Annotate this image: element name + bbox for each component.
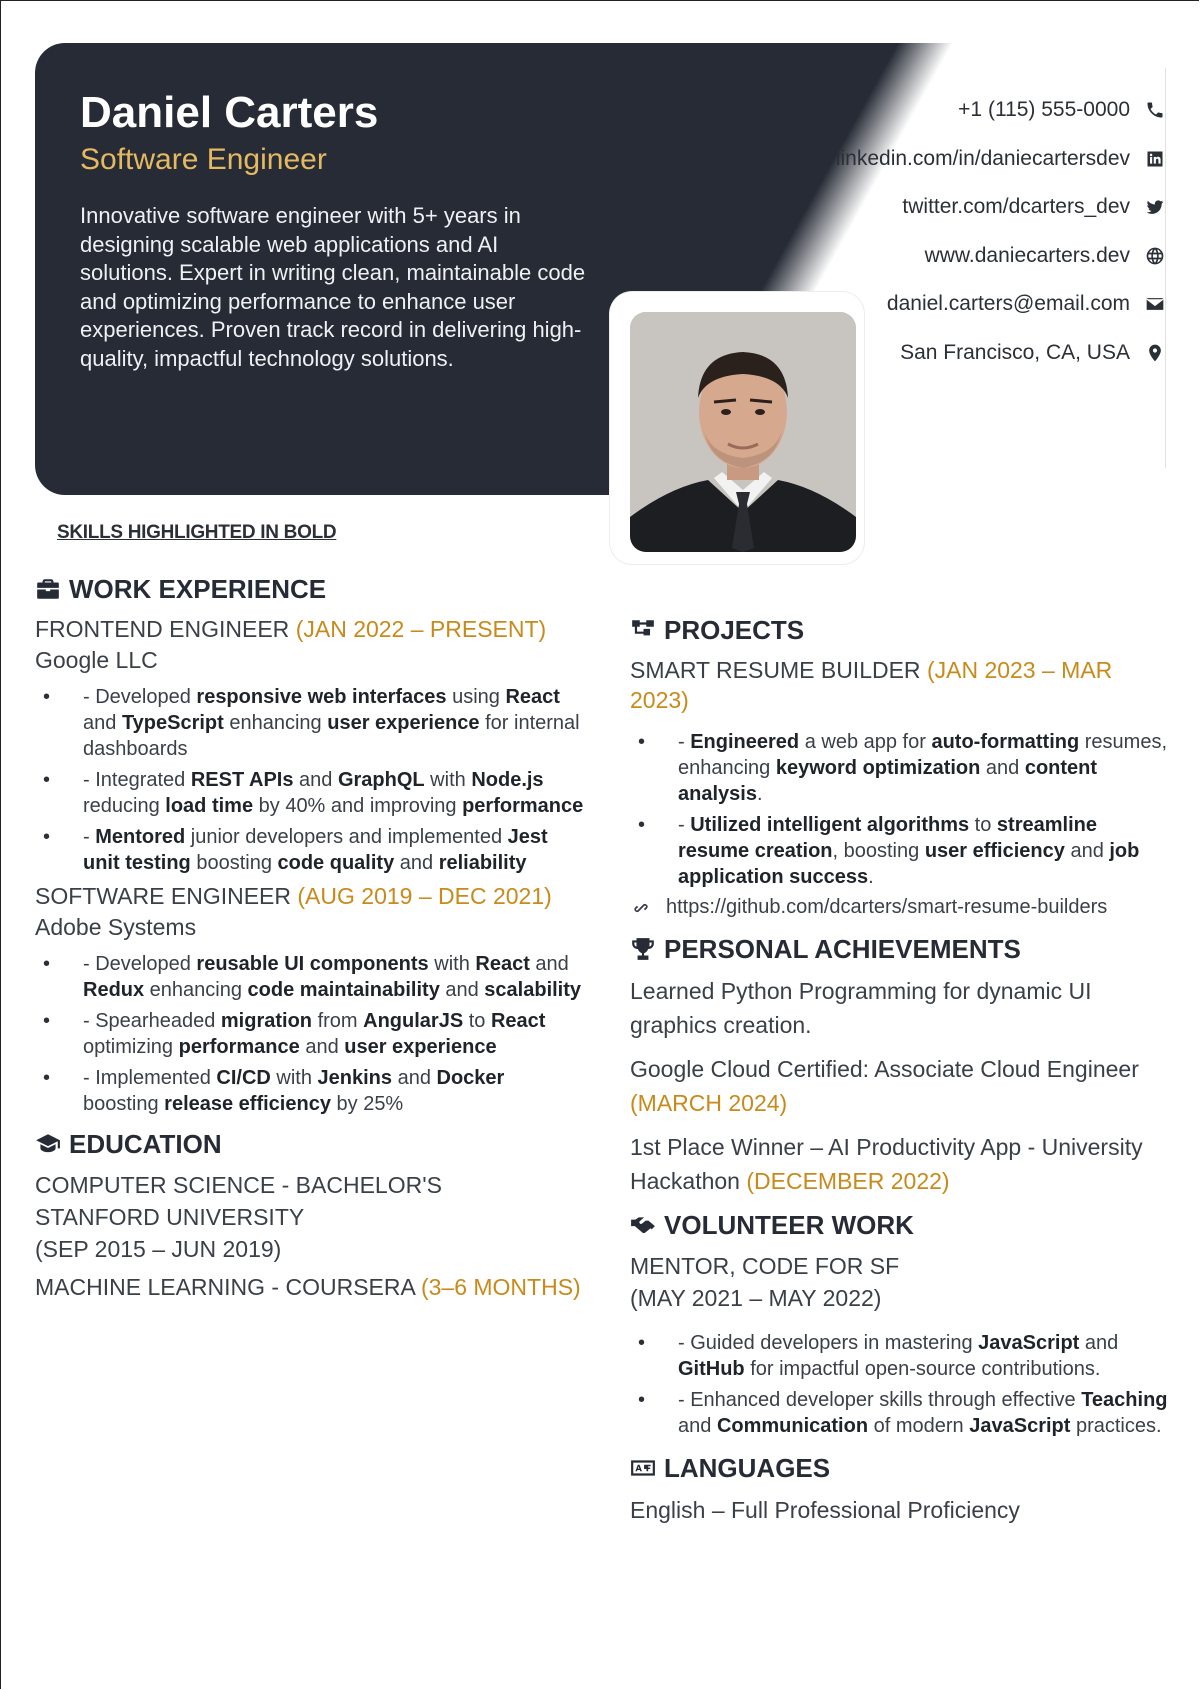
bullet-text: and [299,1036,345,1058]
achievement-date: (MARCH 2024) [630,1090,788,1116]
education-course-dates: (3–6 MONTHS) [420,1274,581,1300]
language-item: English – Full Professional Proficiency [630,1497,1020,1523]
project-link-text: https://github.com/dcarters/smart-resume-builders [666,896,1108,918]
highlighted-skill: auto-formatting [931,731,1080,753]
contact-website[interactable] [836,232,1166,281]
left-column [35,572,585,1302]
bullet-text: - [678,731,691,753]
highlighted-skill: Mentored [95,826,186,848]
education-dates: (SEP 2015 – JUN 2019) [35,1236,282,1262]
candidate-name: Daniel Carters [80,88,379,137]
bullet-text: - [678,814,691,836]
bullet-text: reducing [83,795,166,817]
bullet-text: and [293,769,338,791]
highlighted-skill: performance [462,795,584,817]
highlighted-skill: user experience [344,1036,497,1058]
bullet-text: junior developers and implemented [185,826,508,848]
education-heading-text: EDUCATION [69,1128,222,1159]
bullet-text: by 40% and improving [253,795,463,817]
bullet-text: to [969,814,997,836]
volunteer-heading-text: VOLUNTEER WORK [664,1209,914,1240]
briefcase-icon [35,576,61,602]
bullet-text: and [1064,840,1110,862]
volunteer-bullets [630,1330,1170,1439]
job-entry [35,614,585,876]
contact-twitter-text: twitter.com/dcarters_dev [902,195,1130,219]
bullet-text: - Developed [83,686,197,708]
contact-twitter[interactable] [836,183,1166,232]
highlighted-skill: AngularJS [363,1010,464,1032]
bullet-item [35,1065,585,1117]
highlighted-skill: release efficiency [164,1093,331,1115]
highlighted-skill: TypeScript [121,712,224,734]
highlighted-skill: keyword optimization [775,757,981,779]
bullet-item [35,1008,585,1060]
contact-phone-text: +1 (115) 555-0000 [958,98,1130,122]
handshake-icon [630,1212,656,1238]
education-school: STANFORD UNIVERSITY [35,1204,305,1230]
bullet-text: - Integrated [83,769,191,791]
contact-phone[interactable] [836,86,1166,135]
highlighted-skill: React [505,686,560,708]
contact-linkedin-text: linkedin.com/in/daniecartersdev [835,146,1130,170]
contact-location-text: San Francisco, CA, USA [900,340,1130,364]
bullet-text: and [1079,1332,1119,1354]
highlighted-skill: Jest unit testing [83,826,548,874]
contact-email[interactable] [836,280,1166,329]
highlighted-skill: user experience [327,712,480,734]
job-dates: (JAN 2022 – PRESENT) [295,616,547,642]
highlighted-skill: Docker [436,1067,505,1089]
language-icon [630,1455,656,1481]
job-title-text: SOFTWARE ENGINEER [35,883,291,909]
bullet-text: and [980,757,1025,779]
bullet-text: - Implemented [83,1067,217,1089]
job-title [35,881,585,911]
bullet-item [35,824,585,876]
project-title [630,655,1170,715]
job-dates: (AUG 2019 – DEC 2021) [297,883,552,909]
bullet-text: - Guided developers in mastering [678,1332,979,1354]
envelope-icon [1144,293,1166,315]
contact-email-text: daniel.carters@email.com [886,292,1130,316]
projects-heading-text: PROJECTS [664,614,805,645]
bullet-item [630,812,1170,890]
location-pin-icon [1144,342,1166,364]
highlighted-skill: CI/CD [216,1067,271,1089]
contact-website-text: www.daniecarters.dev [924,243,1130,267]
education-course [35,1273,585,1302]
bullet-text: boosting [83,1093,165,1115]
highlighted-skill: REST APIs [190,769,294,791]
highlighted-skill: JavaScript [969,1415,1071,1437]
education-course-text: MACHINE LEARNING - COURSERA [35,1274,415,1300]
highlighted-skill: JavaScript [978,1332,1080,1354]
right-column [630,613,1170,1537]
bullet-text: . [868,866,874,888]
highlighted-skill: GitHub [678,1358,745,1380]
bullet-item [35,951,585,1003]
achievement-item [630,1052,1170,1120]
bullet-text: - Spearheaded [83,1010,221,1032]
achievement-item [630,1130,1170,1198]
bullet-text: with [270,1067,318,1089]
bullet-text: resumes, enhancing [678,731,1168,779]
bullet-text: optimizing [83,1036,179,1058]
highlighted-skill: content analysis [678,757,1098,805]
job-company: Adobe Systems [35,914,197,940]
bullet-text: enhancing [144,979,248,1001]
project-link[interactable] [630,895,1170,920]
highlighted-skill: code maintainability [247,979,440,1001]
bullet-text: and [392,1067,437,1089]
achievement-text: Google Cloud Certified: Associate Cloud Engineer [630,1056,1139,1082]
linkedin-icon [1144,148,1166,170]
bullet-text: boosting [190,852,278,874]
bullet-item [630,729,1170,807]
graduation-cap-icon [35,1131,61,1157]
phone-icon [1144,99,1166,121]
education-heading [35,1127,585,1161]
languages-heading-text: LANGUAGES [664,1452,831,1483]
languages-heading [630,1451,1170,1485]
work-experience-heading [35,572,585,606]
projects-heading [630,613,1170,647]
bullet-text: by 25% [330,1093,404,1115]
highlighted-skill: React [475,953,530,975]
bullet-text: and [529,953,569,975]
bullet-text: - Enhanced developer skills through effective [678,1389,1082,1411]
bullet-text: a web app for [799,731,932,753]
bullet-text: and [394,852,439,874]
bullet-text: of modern [868,1415,970,1437]
trophy-icon [630,936,656,962]
job-entry [35,881,585,1117]
highlighted-skill: React [490,1010,546,1032]
contact-list [836,86,1166,377]
bullet-text: enhancing [223,712,328,734]
bullet-text: with [424,769,472,791]
highlighted-skill: load time [165,795,254,817]
achievements-heading-text: PERSONAL ACHIEVEMENTS [664,933,1021,964]
bullet-text: , boosting [832,840,925,862]
twitter-icon [1144,196,1166,218]
volunteer-title: MENTOR, CODE FOR SF [630,1253,900,1279]
bullet-item [35,684,585,762]
bullet-text: - Developed [83,953,197,975]
highlighted-skill: reliability [438,852,527,874]
bullet-text: to [463,1010,491,1032]
bullet-item [35,767,585,819]
highlighted-skill: reusable UI components [196,953,429,975]
achievement-text: 1st Place Winner – AI Productivity App - University Hackathon [630,1134,1143,1194]
highlighted-skill: code quality [277,852,395,874]
job-bullets [35,684,585,876]
highlighted-skill: Communication [716,1415,869,1437]
bullet-text: for internal dashboards [83,712,580,760]
bullet-item [630,1330,1170,1382]
bullet-text: . [756,783,763,805]
contact-location[interactable] [836,329,1166,378]
highlighted-skill: migration [220,1010,313,1032]
project-title-text: SMART RESUME BUILDER [630,657,921,683]
contact-linkedin[interactable] [836,135,1166,184]
profile-photo [630,312,856,552]
bullet-text: from [312,1010,364,1032]
job-company: Google LLC [35,647,158,673]
bullet-text: practices. [1070,1415,1162,1437]
bullet-text: using [446,686,506,708]
highlighted-skill: GraphQL [337,769,425,791]
bullet-text: and [678,1415,717,1437]
volunteer-dates: (MAY 2021 – MAY 2022) [630,1285,882,1311]
link-icon [630,897,652,919]
education-degree: COMPUTER SCIENCE - BACHELOR'S [35,1172,442,1198]
project-bullets [630,729,1170,890]
skills-note: SKILLS HIGHLIGHTED IN BOLD [57,522,337,543]
highlighted-skill: streamline resume creation [678,814,1097,862]
highlighted-skill: Jenkins [317,1067,393,1089]
job-bullets [35,951,585,1117]
highlighted-skill: Node.js [471,769,544,791]
bullet-text: and [439,979,485,1001]
project-diagram-icon [630,617,656,643]
job-title-text: FRONTEND ENGINEER [35,616,290,642]
project-dates: (JAN 2023 – MAR 2023) [630,657,1113,713]
highlighted-skill: job application success [678,840,1140,888]
work-experience-heading-text: WORK EXPERIENCE [69,573,327,604]
achievement-item: Learned Python Programming for dynamic UI graphics creation. [630,978,1092,1038]
highlighted-skill: user efficiency [924,840,1065,862]
globe-icon [1144,245,1166,267]
volunteer-heading [630,1208,1170,1242]
bullet-text: - [83,826,96,848]
bullet-item [630,1387,1170,1439]
highlighted-skill: Redux [83,979,145,1001]
profile-summary: Innovative software engineer with 5+ years in designing scalable web applications and AI solutions. Expert in writing clean, maintainable code and optimizing performance to enhance user experiences. Proven track record in delivering high-quality, impactful technology solutions. [80,203,586,371]
bullet-text: with [428,953,476,975]
candidate-role: Software Engineer [80,143,327,176]
highlighted-skill: Engineered [690,731,800,753]
highlighted-skill: responsive web interfaces [196,686,447,708]
highlighted-skill: Teaching [1081,1389,1168,1411]
bullet-text: for impactful open-source contributions. [744,1358,1101,1380]
highlighted-skill: Utilized intelligent algorithms [690,814,970,836]
job-title [35,614,585,644]
highlighted-skill: scalability [484,979,582,1001]
bullet-text: and [83,712,122,734]
achievement-date: (DECEMBER 2022) [746,1168,950,1194]
achievements-heading [630,932,1170,966]
highlighted-skill: performance [178,1036,300,1058]
